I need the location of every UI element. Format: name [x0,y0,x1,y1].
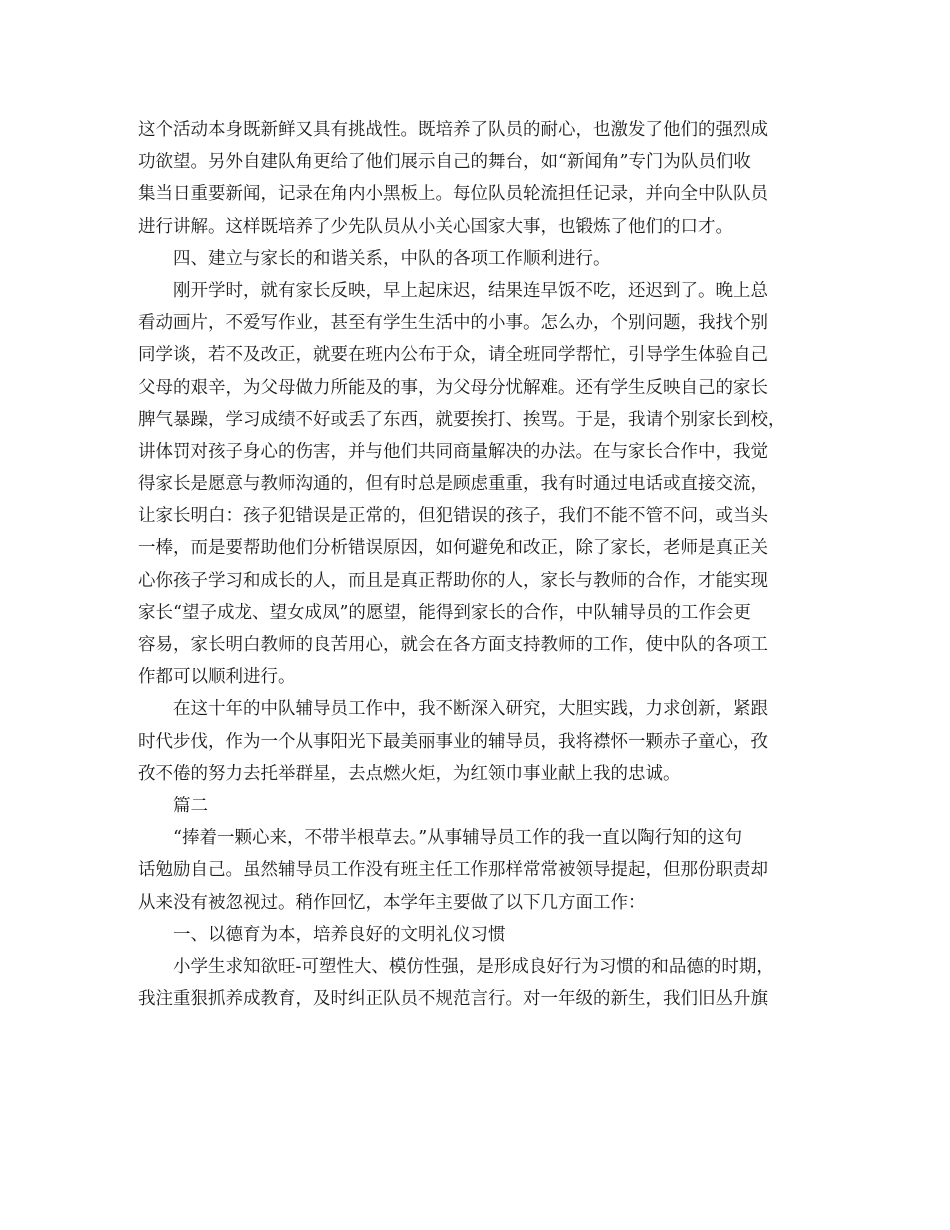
text-line: 从来没有被忽视过。稍作回忆，本学年主要做了以下几方面工作： [138,892,646,913]
text-line: 让家长明白：孩子犯错误是正常的，但犯错误的孩子，我们不能不管不问，或当头 [138,506,768,527]
text-line: 在这十年的中队辅导员工作中，我不断深入研究，大胆实践，力求创新，紧跟 [173,699,768,720]
text-line: “捧着一颗心来，不带半根草去。”从事辅导员工作的我一直以陶行知的这句 [173,828,743,849]
text-line: 同学谈，若不及改正，就要在班内公布于众，请全班同学帮忙，引导学生体验自己 [138,345,768,366]
text-line: 家长“望子成龙、望女成凤”的愿望，能得到家长的合作，中队辅导员的工作会更 [138,602,751,623]
text-line: 心你孩子学习和成长的人，而且是真正帮助你的人，家长与教师的合作，才能实现 [138,570,768,591]
text-line: 时代步伐，作为一个从事阳光下最美丽事业的辅导员，我将襟怀一颗赤子童心，孜 [138,731,768,752]
body-text [138,114,828,1015]
text-line: 脾气暴躁，学习成绩不好或丢了东西，就要挨打、挨骂。于是，我请个别家长到校， [138,409,786,430]
text-line: 看动画片，不爱写作业，甚至有学生生活中的小事。怎么办，个别问题，我找个别 [138,313,768,334]
text-line: 一棒，而是要帮助他们分析错误原因，如何避免和改正，除了家长，老师是真正关 [138,538,768,559]
text-line: 进行讲解。这样既培养了少先队员从小关心国家大事，也锻炼了他们的口才。 [138,216,733,237]
text-line: 四、建立与家长的和谐关系，中队的各项工作顺利进行。 [173,248,611,269]
text-line: 这个活动本身既新鲜又具有挑战性。既培养了队员的耐心，也激发了他们的强烈成 [138,120,768,140]
text-line: 一、以德育为本，培养良好的文明礼仪习惯 [173,924,506,945]
text-line: 孜不倦的努力去托举群星，去点燃火炬，为红领巾事业献上我的忠诚。 [138,763,681,784]
text-line: 刚开学时，就有家长反映，早上起床迟，结果连早饭不吃，还迟到了。晚上总 [173,280,768,301]
text-line: 小学生求知欲旺-可塑性大、模仿性强，是形成良好行为习惯的和品德的时期， [173,956,774,977]
text-line: 篇二 [173,795,208,816]
text-line: 集当日重要新闻，记录在角内小黑板上。每位队员轮流担任记录，并向全中队队员 [138,184,768,205]
text-line: 父母的艰辛，为父母做力所能及的事，为父母分忧解难。还有学生反映自己的家长 [138,377,768,398]
text-line: 容易，家长明白教师的良苦用心，就会在各方面支持教师的工作，使中队的各项工 [138,635,768,655]
text-line: 讲体罚对孩子身心的伤害，并与他们共同商量解决的办法。在与家长合作中，我觉 [138,441,768,462]
text-line: 作都可以顺利进行。 [138,667,296,688]
text-line: 话勉励自己。虽然辅导员工作没有班主任工作那样常常被领导提起，但那份职责却 [138,860,768,881]
text-line: 得家长是愿意与教师沟通的，但有时总是顾虑重重，我有时通过电话或直接交流， [138,474,768,495]
text-line: 功欲望。另外自建队角更给了他们展示自己的舞台，如“新闻角”专门为队员们收 [138,152,751,173]
text-line: 我注重狠抓养成教育，及时纠正队员不规范言行。对一年级的新生，我们旧丛升旗 [138,989,768,1010]
